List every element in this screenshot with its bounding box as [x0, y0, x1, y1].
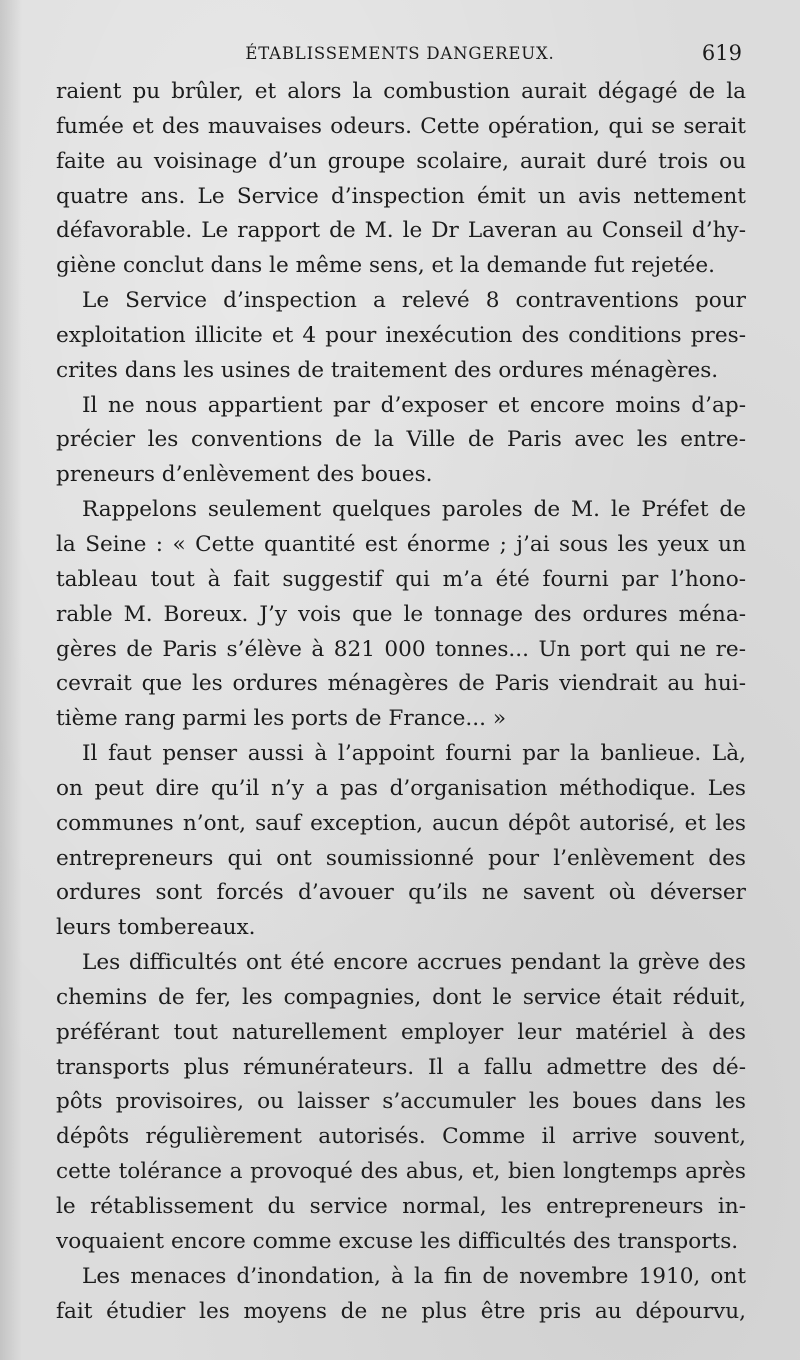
- text-line: entrepreneurs qui ont soumissionné pour l’enlèvement des: [56, 845, 746, 871]
- text-line: fumée et des mauvaises odeurs. Cette opération, qui se serait: [56, 113, 746, 139]
- text-line: ordures sont forcés d’avouer qu’ils ne savent où déverser: [56, 880, 746, 906]
- body-text: [56, 75, 746, 1329]
- text-line: le rétablissement du service normal, les entrepreneurs in-: [56, 1194, 746, 1219]
- text-line: quatre ans. Le Service d’inspection émit un avis nettement: [56, 183, 746, 209]
- text-line: cevrait que les ordures ménagères de Paris viendrait au hui-: [56, 671, 746, 697]
- text-line: transports plus rémunérateurs. Il a fallu admettre des dé-: [56, 1054, 746, 1080]
- running-head: [0, 38, 800, 72]
- text-line: Les difficultés ont été encore accrues pendant la grève des: [82, 950, 746, 976]
- page-number: 619: [701, 41, 742, 65]
- text-line: gères de Paris s’élève à 821 000 tonnes... Un port qui ne re-: [56, 636, 746, 662]
- text-line: précier les conventions de la Ville de Paris avec les entre-: [56, 427, 746, 453]
- text-line: Le Service d’inspection a relevé 8 contraventions pour: [82, 288, 746, 314]
- running-title: ÉTABLISSEMENTS DANGEREUX.: [245, 44, 555, 63]
- text-line: Les menaces d’inondation, à la fin de novembre 1910, ont: [82, 1263, 746, 1289]
- text-line: Il ne nous appartient par d’exposer et encore moins d’ap-: [82, 392, 746, 418]
- text-line: la Seine : « Cette quantité est énorme ; j’ai sous les yeux un: [56, 531, 746, 557]
- text-line: voquaient encore comme excuse les difficultés des transports.: [56, 1228, 739, 1254]
- text-line: raient pu brûler, et alors la combustion aurait dégagé de la: [56, 79, 746, 104]
- text-line: giène conclut dans le même sens, et la demande fut rejetée.: [56, 253, 715, 279]
- text-line: Il faut penser aussi à l’appoint fourni par la banlieue. Là,: [82, 741, 746, 767]
- scan-shadow: [0, 0, 22, 1360]
- text-line: exploitation illicite et 4 pour inexécution des conditions pres-: [56, 322, 746, 348]
- text-line: chemins de fer, les compagnies, dont le service était réduit,: [56, 984, 746, 1010]
- text-line: rable M. Boreux. J’y vois que le tonnage des ordures ména-: [56, 601, 746, 627]
- text-line: tableau tout à fait suggestif qui m’a été fourni par l’hono-: [56, 566, 746, 592]
- text-line: défavorable. Le rapport de M. le Dr Laveran au Conseil d’hy-: [56, 218, 746, 244]
- text-line: fait étudier les moyens de ne plus être pris au dépourvu,: [56, 1298, 746, 1324]
- text-line: Rappelons seulement quelques paroles de M. le Préfet de: [82, 497, 746, 523]
- text-line: préférant tout naturellement employer leur matériel à des: [56, 1019, 746, 1045]
- text-line: crites dans les usines de traitement des ordures ménagères.: [56, 357, 719, 383]
- text-line: leurs tombereaux.: [56, 915, 256, 941]
- text-line: tième rang parmi les ports de France... »: [56, 706, 507, 732]
- text-line: preneurs d’enlèvement des boues.: [56, 462, 433, 488]
- text-line: faite au voisinage d’un groupe scolaire, aurait duré trois ou: [56, 148, 746, 174]
- text-line: pôts provisoires, ou laisser s’accumuler les boues dans les: [56, 1089, 746, 1115]
- text-line: on peut dire qu’il n’y a pas d’organisation méthodique. Les: [56, 775, 746, 801]
- text-line: communes n’ont, sauf exception, aucun dépôt autorisé, et les: [56, 810, 746, 836]
- text-line: dépôts régulièrement autorisés. Comme il arrive souvent,: [56, 1124, 746, 1150]
- text-line: cette tolérance a provoqué des abus, et, bien longtemps après: [56, 1159, 746, 1185]
